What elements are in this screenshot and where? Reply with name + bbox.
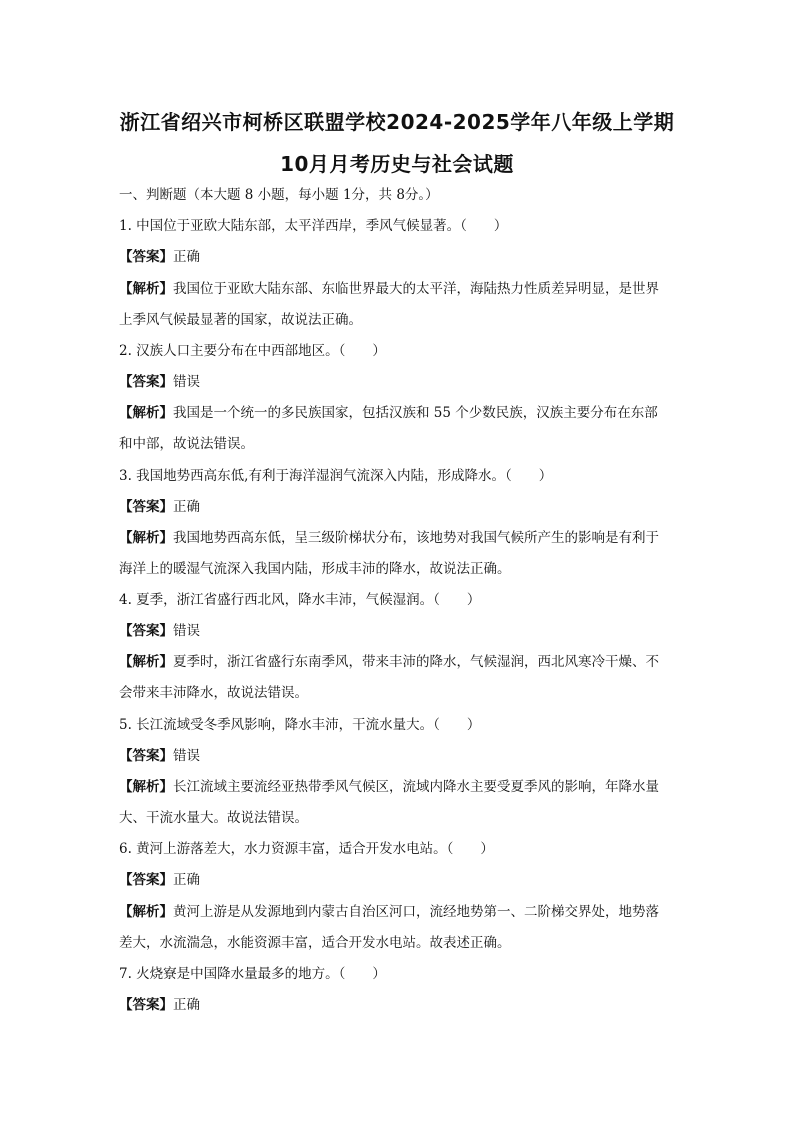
answer-value: 错误 [173,623,200,639]
analysis-label: 【解析】 [119,904,173,920]
question-4-stem: 4. 夏季，浙江省盛行西北风，降水丰沛，气候湿润。（ ） [119,592,481,608]
question-1-analysis-cont: 上季风气候最显著的国家，故说法正确。 [119,312,362,328]
question-1-stem: 1. 中国位于亚欧大陆东部，太平洋西岸，季风气候显著。（ ） [119,218,508,234]
analysis-text: 长江流域主要流经亚热带季风气候区，流域内降水主要受夏季风的影响，年降水量 [173,779,659,795]
question-2-answer [119,372,679,392]
answer-label: 【答案】 [119,374,173,390]
question-5-analysis [119,777,679,797]
question-6-analysis-cont: 差大，水流湍急，水能资源丰富，适合开发水电站。故表述正确。 [119,935,511,951]
question-6-analysis [119,902,679,922]
question-3-stem: 3. 我国地势西高东低,有利于海洋湿润气流深入内陆，形成降水。（ ） [119,468,553,484]
answer-value: 错误 [173,748,200,764]
question-2-stem: 2. 汉族人口主要分布在中西部地区。（ ） [119,343,386,359]
document-title-line1: 浙江省绍兴市柯桥区联盟学校2024-2025学年八年级上学期 [119,110,675,134]
question-2-analysis [119,403,679,423]
analysis-label: 【解析】 [119,405,173,421]
answer-value: 正确 [173,499,200,515]
answer-label: 【答案】 [119,872,173,888]
question-1-analysis [119,279,679,299]
question-4-answer [119,621,679,641]
analysis-text: 黄河上游是从发源地到内蒙古自治区河口，流经地势第一、二阶梯交界处，地势落 [173,904,659,920]
analysis-label: 【解析】 [119,281,173,297]
question-5-stem: 5. 长江流域受冬季风影响，降水丰沛，干流水量大。（ ） [119,717,481,733]
question-3-answer [119,497,679,517]
question-4-analysis [119,652,679,672]
answer-label: 【答案】 [119,249,173,265]
question-6-stem: 6. 黄河上游落差大，水力资源丰富，适合开发水电站。（ ） [119,841,494,857]
document-title-line2: 10月月考历史与社会试题 [280,152,514,176]
answer-label: 【答案】 [119,748,173,764]
analysis-text: 我国是一个统一的多民族国家，包括汉族和 55 个少数民族，汉族主要分布在东部 [173,405,658,421]
question-5-answer [119,746,679,766]
analysis-label: 【解析】 [119,654,173,670]
answer-value: 正确 [173,249,200,265]
question-5-analysis-cont: 大、干流水量大。故说法错误。 [119,810,308,826]
answer-value: 正确 [173,997,200,1013]
question-7-stem: 7. 火烧寮是中国降水量最多的地方。（ ） [119,966,386,982]
question-3-analysis [119,528,679,548]
answer-label: 【答案】 [119,997,173,1013]
analysis-label: 【解析】 [119,779,173,795]
answer-value: 错误 [173,374,200,390]
answer-label: 【答案】 [119,499,173,515]
section-heading: 一、判断题（本大题 8 小题，每小题 1分，共 8分。） [119,187,439,203]
question-6-answer [119,870,679,890]
answer-label: 【答案】 [119,623,173,639]
question-4-analysis-cont: 会带来丰沛降水，故说法错误。 [119,685,308,701]
analysis-text: 我国地势西高东低，呈三级阶梯状分布，该地势对我国气候所产生的影响是有利于 [173,530,659,546]
analysis-text: 夏季时，浙江省盛行东南季风，带来丰沛的降水，气候湿润，西北风寒冷干燥、不 [173,654,659,670]
question-7-answer [119,995,679,1015]
analysis-label: 【解析】 [119,530,173,546]
question-2-analysis-cont: 和中部，故说法错误。 [119,436,254,452]
question-3-analysis-cont: 海洋上的暖湿气流深入我国内陆，形成丰沛的降水，故说法正确。 [119,561,511,577]
question-1-answer [119,247,679,267]
analysis-text: 我国位于亚欧大陆东部、东临世界最大的太平洋，海陆热力性质差异明显，是世界 [173,281,659,297]
answer-value: 正确 [173,872,200,888]
